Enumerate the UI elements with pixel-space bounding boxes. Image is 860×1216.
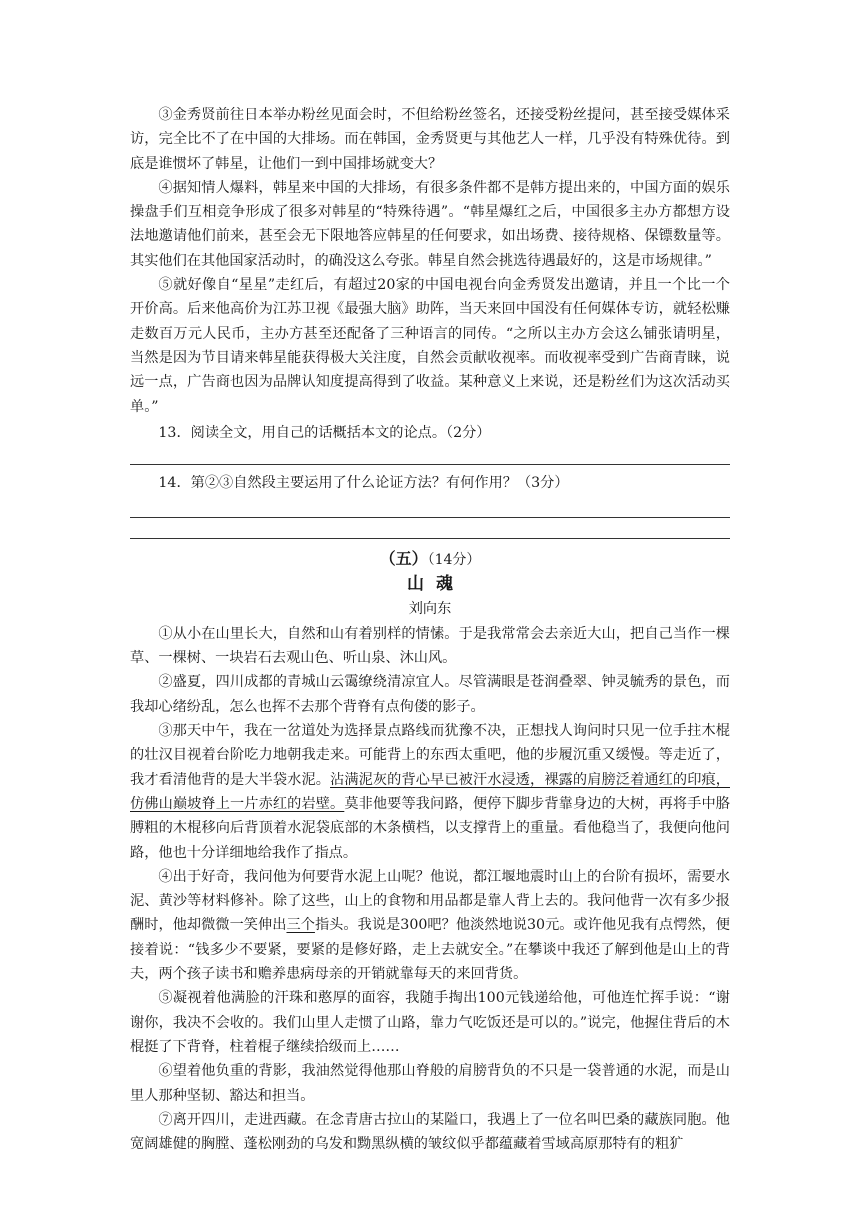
page-content bbox=[130, 103, 730, 1156]
story-paragraph-6: ⑥望着他负重的背影，我油然觉得他那山脊般的肩膀背负的不只是一袋普通的水泥，而是山里人那种坚韧、豁达和担当。 bbox=[130, 1063, 730, 1104]
story-author: 刘向东 bbox=[408, 600, 452, 617]
section-heading bbox=[130, 547, 730, 572]
answer-line bbox=[130, 464, 730, 465]
passage-paragraph-4: ④据知情人爆料，韩星来中国的大排场，有很多条件都不是韩方提出来的，中国方面的娱乐操盘手们互相竞争形成了很多对韩星的“特殊待遇”。“韩星爆红之后，中国很多主办方都想方设法地邀请他们前来，甚至会无下限地答应韩星的任何要求，如出场费、接待规格、保镖数量等。其实他们在其他国家活动时，的确没这么夸张。韩星自然会挑选待遇最好的，这是市场规律。” bbox=[130, 179, 730, 269]
answer-line bbox=[130, 538, 730, 539]
story-text: 莫非他要等我问路，便停下脚步背靠身边的大树，再将手中胳膊粗的木棍移向后背顶着水泥袋底部的木条横档，以支撑背上的重量。看他稳当了，我便向他问路，他也十分详细地给我作了指点。 bbox=[130, 795, 730, 861]
question-13: 13．阅读全文，用自己的话概括本文的论点。（2分） bbox=[158, 424, 491, 441]
question-14: 14．第②③自然段主要运用了什么论证方法？有何作用？（3分） bbox=[158, 474, 569, 491]
story-title-row bbox=[130, 572, 730, 596]
underlined-sentence: 沾满泥灰的背心早已被汗水浸透，裸露的肩膀泛着通红的印痕，仿佛山巅坡脊上一片赤红的岩壁。 bbox=[130, 771, 730, 812]
underlined-phrase: 三个 bbox=[286, 917, 315, 934]
story-paragraph-2: ②盛夏，四川成都的青城山云霭缭绕清凉宜人。尽管满眼是苍润叠翠、钟灵毓秀的景色，而我却心绪纷乱，怎么也挥不去那个背脊有点佝偻的影子。 bbox=[130, 674, 730, 715]
answer-line bbox=[130, 517, 730, 518]
story-paragraph-7: ⑦离开四川，走进西藏。在念青唐古拉山的某隘口，我遇上了一位名叫巴桑的藏族同胞。他宽阔雄健的胸膛、蓬松刚劲的乌发和黝黑纵横的皱纹似乎都蕴藏着雪域高原那特有的粗犷 bbox=[130, 1111, 730, 1153]
story-paragraph-3 bbox=[130, 719, 730, 865]
story-text: ④出于好奇，我问他为何要背水泥上山呢？他说，都江堰地震时山上的台阶有损坏，需要水泥、黄沙等材料修补。除了这些，山上的食物和用品都是靠人背上去的。我问他背一次有多少报酬时，他却微微一笑伸出 bbox=[130, 868, 730, 934]
story-paragraph-5: ⑤凝视着他满脸的汗珠和憨厚的面容，我随手掏出100元钱递给他，可他连忙挥手说：“谢谢你，我决不会收的。我们山里人走惯了山路，靠力气吃饭还是可以的。”说完，他握住背后的木棍挺了下背脊，柱着棍子继续拾级而上…… bbox=[130, 990, 730, 1055]
passage-paragraph-3: ③金秀贤前往日本举办粉丝见面会时，不但给粉丝签名，还接受粉丝提问，甚至接受媒体采访，完全比不了在中国的大排场。而在韩国，金秀贤更与其他艺人一样，几乎没有特殊优待。到底是谁惯坏了韩星，让他们一到中国排场就变大？ bbox=[130, 107, 730, 172]
story-text: ③那天中午，我在一岔道处为选择景点路线而犹豫不决，正想找人询问时只见一位手拄木棍的壮汉目视着台阶吃力地朝我走来。可能背上的东西太重吧，他的步履沉重又缓慢。等走近了，我才看清他背的是大半袋水泥。 bbox=[130, 723, 730, 788]
story-text: 指头。我说是300吧？他淡然地说30元。或许他见我有点愕然，便接着说：“钱多少不要紧，要紧的是修好路，走上去就安全。”在攀谈中我还了解到他是山上的背夫，两个孩子读书和赡养患病母亲的开销就靠每天的来回背货。 bbox=[130, 917, 730, 983]
section-score: （14分） bbox=[427, 551, 481, 568]
story-paragraph-4 bbox=[130, 865, 730, 986]
story-title: 山魂 bbox=[407, 573, 465, 594]
passage-paragraph-5: ⑤就好像自“星星”走红后，有超过20家的中国电视台向金秀贤发出邀请，并且一个比一个开价高。后来他高价为江苏卫视《最强大脑》助阵，当天来回中国没有任何媒体专访，就轻松赚走数百万元人民币，主办方甚至还配备了三种语言的同传。“之所以主办方会这么铺张请明星，当然是因为节目请来韩星能获得极大关注度，自然会贡献收视率。而收视率受到广告商青睐，说远一点，广告商也因为品牌认知度提高得到了收益。某种意义上来说，还是粉丝们为这次活动买单。” bbox=[130, 277, 730, 415]
story-paragraph-1: ①从小在山里长大，自然和山有着别样的情愫。于是我常常会去亲近大山，把自己当作一棵草、一棵树、一块岩石去观山色、听山泉、沐山风。 bbox=[130, 625, 730, 667]
section-label: （五） bbox=[379, 548, 428, 568]
